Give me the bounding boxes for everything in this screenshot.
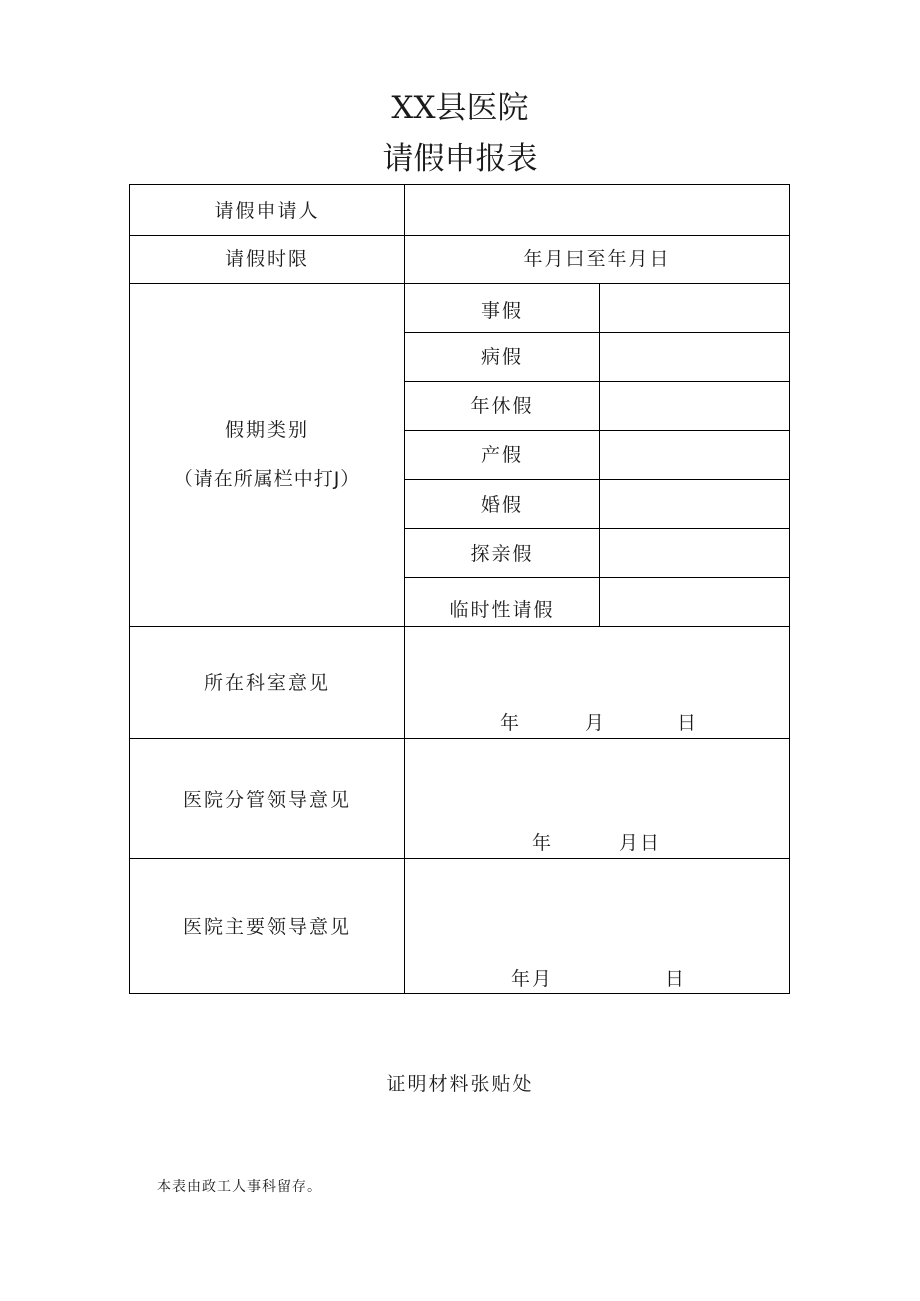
category-maternity-leave-mark[interactable] — [600, 443, 789, 467]
category-marriage-leave: 婚假 — [480, 494, 523, 516]
divider-category-6 — [404, 577, 789, 578]
category-temporary-leave: 临时性请假 — [449, 599, 555, 621]
period-label: 请假时限 — [224, 248, 309, 270]
chief-opinion-day: 日 — [665, 968, 687, 990]
dept-opinion-day: 日 — [677, 712, 699, 734]
dept-opinion-month: 月 — [585, 712, 607, 734]
divider-category-4 — [404, 479, 789, 480]
category-annual-leave: 年休假 — [470, 395, 534, 417]
category-personal-leave: 事假 — [480, 300, 523, 322]
category-sick-leave-mark[interactable] — [600, 345, 789, 369]
divider-category-3 — [404, 430, 789, 431]
footer-note: 本表由政工人事科留存。 — [157, 1179, 322, 1195]
applicant-value[interactable] — [405, 199, 789, 223]
leave-form-table — [129, 184, 790, 994]
applicant-label: 请假申请人 — [214, 200, 320, 222]
category-hint: （请在所属栏中打J） — [173, 468, 361, 490]
category-personal-leave-mark[interactable] — [600, 299, 789, 323]
divider-row-3 — [130, 626, 789, 627]
divider-category-1 — [404, 332, 789, 333]
category-family-visit-leave-mark[interactable] — [600, 542, 789, 566]
proof-materials-area: 证明材料张贴处 — [386, 1073, 534, 1095]
dept-opinion-label: 所在科室意见 — [203, 672, 330, 694]
divider-row-2 — [130, 283, 789, 284]
category-marriage-leave-mark[interactable] — [600, 493, 789, 517]
period-value[interactable]: 年月曰至年月日 — [523, 248, 671, 270]
deputy-opinion-label: 医院分管领导意见 — [182, 789, 351, 811]
chief-opinion-year-month: 年月 — [511, 968, 554, 990]
category-maternity-leave: 产假 — [480, 444, 523, 466]
category-label: 假期类别 — [224, 419, 309, 441]
deputy-opinion-year: 年 — [532, 832, 554, 854]
form-title: 请假申报表 — [382, 141, 538, 177]
category-family-visit-leave: 探亲假 — [470, 543, 534, 565]
category-annual-leave-mark[interactable] — [600, 394, 789, 418]
divider-category-5 — [404, 528, 789, 529]
divider-row-4 — [130, 738, 789, 739]
category-temporary-leave-mark[interactable] — [600, 598, 789, 622]
divider-row-1 — [130, 235, 789, 236]
divider-category-2 — [404, 381, 789, 382]
dept-opinion-year: 年 — [500, 712, 522, 734]
category-sick-leave: 病假 — [480, 346, 523, 368]
divider-row-5 — [130, 858, 789, 859]
chief-opinion-label: 医院主要领导意见 — [182, 916, 351, 938]
hospital-name: XX县医院 — [391, 90, 529, 126]
deputy-opinion-month-day: 月日 — [619, 832, 662, 854]
